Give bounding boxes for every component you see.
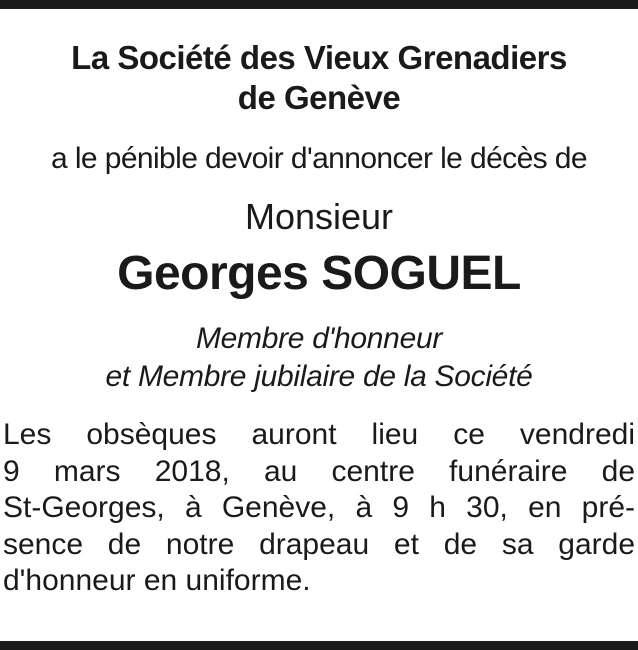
announcement-intro: a le pénible devoir d'annoncer le décès de [51, 142, 587, 175]
funeral-details-line: 9 mars 2018, au centre funéraire de [3, 454, 635, 488]
honorific: Monsieur [244, 196, 394, 237]
bottom-border-rule [0, 641, 638, 650]
funeral-details-line: St-Georges, à Genève, à 9 h 30, en pré- [3, 491, 635, 524]
funeral-details-line: sence de notre drapeau et de sa garde [3, 527, 635, 561]
funeral-details-line: Les obsèques auront lieu ce vendredi [3, 418, 635, 451]
role-line-1: Membre d'honneur [195, 322, 443, 355]
society-name-line-1: La Société des Vieux Grenadiers [71, 39, 567, 76]
deceased-name: Georges SOGUEL [117, 247, 521, 300]
top-border-rule [0, 0, 638, 9]
funeral-details [3, 417, 635, 600]
funeral-details-line: d'honneur en uniforme. [3, 564, 311, 597]
society-name-line-2: de Genève [237, 79, 401, 116]
role-line-2: et Membre jubilaire de la Société [105, 360, 533, 393]
